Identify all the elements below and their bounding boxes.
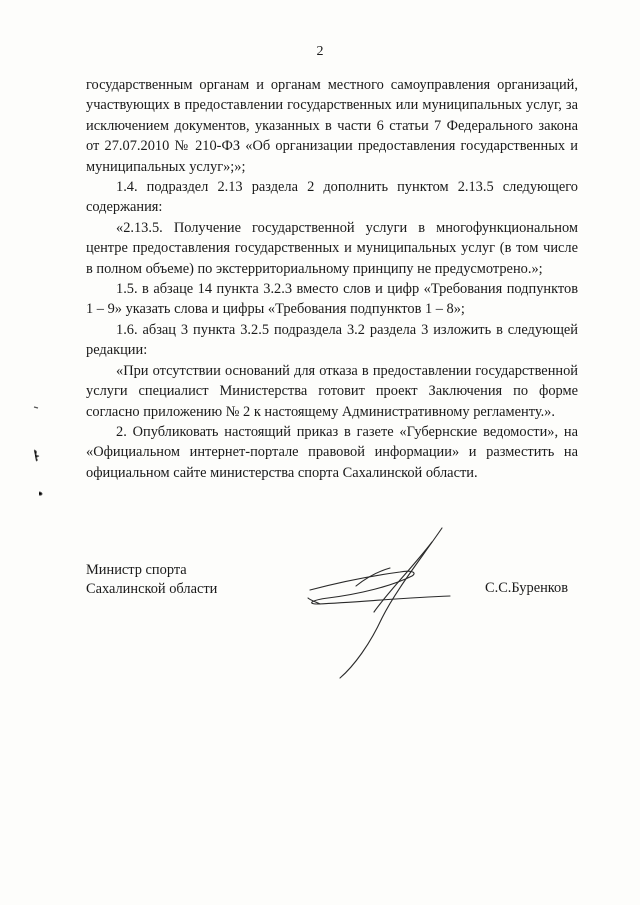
paragraph-5: 1.6. абзац 3 пункта 3.2.5 подраздела 3.2 раздела 3 изложить в следующей редакции: (86, 321, 578, 359)
paragraph-7: 2. Опубликовать настоящий приказ в газете «Губернские ведомости», на «Официальном интернет-портале правовой информации» и разместить на официальном сайте министерства спорта Сахалинской области. (86, 423, 578, 481)
signatory-title-line2: Сахалинской области (86, 581, 218, 597)
signatory-title (86, 561, 217, 599)
signatory-title-line1: Министр спорта (86, 562, 187, 578)
paragraph-4: 1.5. в абзаце 14 пункта 3.2.3 вместо слов и цифр «Требования подпунктов 1 – 9» указать слова и цифры «Требования подпунктов 1 – 8»; (86, 281, 578, 318)
paragraph-2: 1.4. подраздел 2.13 раздела 2 дополнить пунктом 2.13.5 следующего содержания: (86, 179, 578, 216)
paragraph-1: государственным органам и органам местного самоуправления организаций, участвующих в предоставлении государственных или муниципальных услуг, за исключением документов, указанных в части 6 статьи 7 Федерального закона от 27.07.2010 № 210-ФЗ «Об организации предоставления государственных и муниципальных услуг»;»; (86, 77, 578, 175)
margin-mark-icon (30, 448, 44, 462)
document-body (86, 75, 578, 483)
signatory-name: С.С.Буренков (485, 580, 569, 596)
margin-mark-icon (32, 404, 40, 412)
page-number: 2 (316, 44, 324, 59)
paragraph-3: «2.13.5. Получение государственной услуги в многофункциональном центре предоставления государственных и муниципальных услуг (в том числе в полном объеме) по экстерриториальному принципу не предусмотрено.»; (86, 219, 578, 277)
paragraph-6: «При отсутствии оснований для отказа в предоставлении государственной услуги специалист Министерства готовит проект Заключения по форме согласно приложению № 2 к настоящему Административному регламенту.». (86, 362, 578, 420)
margin-mark-icon (37, 490, 45, 498)
handwritten-signature (300, 520, 460, 680)
